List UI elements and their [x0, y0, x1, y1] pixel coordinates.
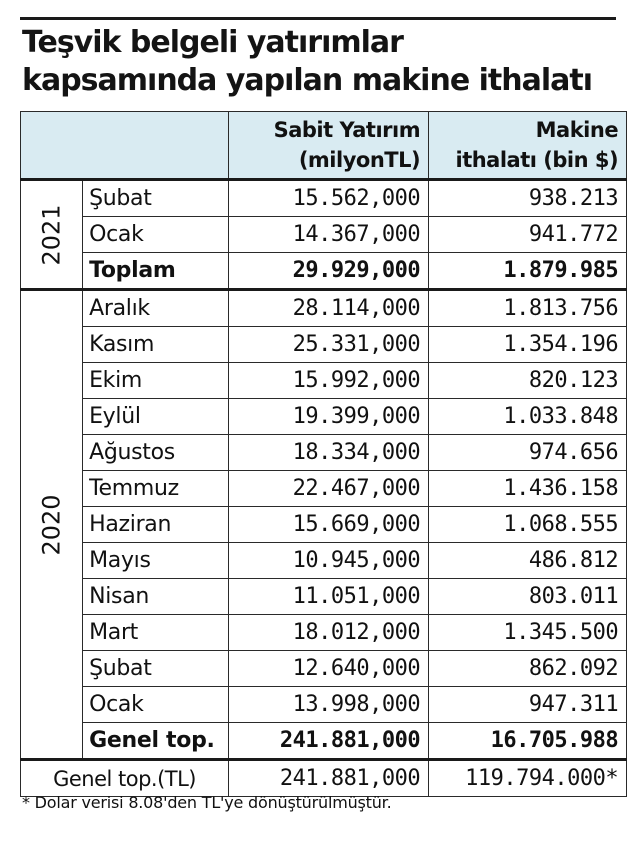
sabit-yatirim-cell: 22.467,000 — [229, 471, 429, 507]
table-row — [21, 507, 627, 543]
table-row — [21, 723, 627, 760]
footnote: * Dolar verisi 8.08'den TL'ye dönüştürülmüştür. — [22, 793, 392, 812]
makine-ithalati-cell: 1.879.985 — [429, 253, 627, 290]
year-label-cell — [21, 180, 83, 290]
sabit-yatirim-cell: 15.562,000 — [229, 180, 429, 217]
table-row — [21, 651, 627, 687]
month-cell: Ağustos — [83, 435, 229, 471]
month-cell: Toplam — [83, 253, 229, 290]
sabit-yatirim-cell: 14.367,000 — [229, 217, 429, 253]
header-row — [21, 112, 627, 180]
makine-ithalati-cell: 1.033.848 — [429, 399, 627, 435]
genel-tl-label: Genel top.(TL) — [21, 760, 229, 797]
top-rule — [20, 17, 616, 20]
header-empty-cell — [21, 112, 229, 180]
table-row — [21, 180, 627, 217]
header-sabit-yatirim — [229, 112, 429, 180]
month-cell: Aralık — [83, 290, 229, 327]
sabit-yatirim-cell: 13.998,000 — [229, 687, 429, 723]
month-cell: Ocak — [83, 217, 229, 253]
makine-ithalati-cell: 1.345.500 — [429, 615, 627, 651]
sabit-yatirim-cell: 15.669,000 — [229, 507, 429, 543]
table-row — [21, 471, 627, 507]
investment-table — [20, 111, 627, 797]
makine-ithalati-cell: 1.354.196 — [429, 327, 627, 363]
year-label: 2020 — [37, 493, 66, 556]
year-label-cell — [21, 290, 83, 760]
makine-ithalati-cell: 1.813.756 — [429, 290, 627, 327]
month-cell: Mart — [83, 615, 229, 651]
makine-ithalati-cell: 974.656 — [429, 435, 627, 471]
table-row — [21, 253, 627, 290]
makine-ithalati-cell: 119.794.000* — [429, 760, 627, 797]
month-cell: Genel top. — [83, 723, 229, 760]
makine-ithalati-cell: 941.772 — [429, 217, 627, 253]
month-cell: Haziran — [83, 507, 229, 543]
page-title — [22, 24, 622, 100]
table-row — [21, 363, 627, 399]
header-sabit-line-2: (milyonTL) — [298, 148, 421, 172]
makine-ithalati-cell: 947.311 — [429, 687, 627, 723]
sabit-yatirim-cell: 28.114,000 — [229, 290, 429, 327]
table-row-genel-tl — [21, 760, 627, 797]
makine-ithalati-cell: 862.092 — [429, 651, 627, 687]
table-row — [21, 399, 627, 435]
sabit-yatirim-cell: 241.881,000 — [229, 760, 429, 797]
sabit-yatirim-cell: 19.399,000 — [229, 399, 429, 435]
month-cell: Ocak — [83, 687, 229, 723]
header-sabit-line-1: Sabit Yatırım — [273, 118, 421, 142]
header-makine-line-1: Makine — [535, 118, 619, 142]
makine-ithalati-cell: 938.213 — [429, 180, 627, 217]
month-cell: Şubat — [83, 651, 229, 687]
month-cell: Mayıs — [83, 543, 229, 579]
makine-ithalati-cell: 820.123 — [429, 363, 627, 399]
sabit-yatirim-cell: 29.929,000 — [229, 253, 429, 290]
table-row — [21, 327, 627, 363]
month-cell: Şubat — [83, 180, 229, 217]
sabit-yatirim-cell: 15.992,000 — [229, 363, 429, 399]
year-label: 2021 — [37, 203, 66, 266]
header-makine-ithalati — [429, 112, 627, 180]
month-cell: Kasım — [83, 327, 229, 363]
makine-ithalati-cell: 803.011 — [429, 579, 627, 615]
sabit-yatirim-cell: 11.051,000 — [229, 579, 429, 615]
table-row — [21, 543, 627, 579]
sabit-yatirim-cell: 12.640,000 — [229, 651, 429, 687]
table-row — [21, 217, 627, 253]
title-line-2: kapsamında yapılan makine ithalatı — [22, 63, 592, 98]
month-cell: Temmuz — [83, 471, 229, 507]
makine-ithalati-cell: 486.812 — [429, 543, 627, 579]
month-cell: Ekim — [83, 363, 229, 399]
makine-ithalati-cell: 1.436.158 — [429, 471, 627, 507]
table-row — [21, 615, 627, 651]
sabit-yatirim-cell: 18.334,000 — [229, 435, 429, 471]
header-makine-line-2: ithalatı (bin $) — [455, 148, 619, 172]
sabit-yatirim-cell: 25.331,000 — [229, 327, 429, 363]
makine-ithalati-cell: 16.705.988 — [429, 723, 627, 760]
makine-ithalati-cell: 1.068.555 — [429, 507, 627, 543]
title-line-1: Teşvik belgeli yatırımlar — [22, 25, 403, 60]
sabit-yatirim-cell: 10.945,000 — [229, 543, 429, 579]
table-row — [21, 687, 627, 723]
sabit-yatirim-cell: 18.012,000 — [229, 615, 429, 651]
month-cell: Nisan — [83, 579, 229, 615]
table-row — [21, 435, 627, 471]
table-row — [21, 290, 627, 327]
month-cell: Eylül — [83, 399, 229, 435]
table-row — [21, 579, 627, 615]
sabit-yatirim-cell: 241.881,000 — [229, 723, 429, 760]
